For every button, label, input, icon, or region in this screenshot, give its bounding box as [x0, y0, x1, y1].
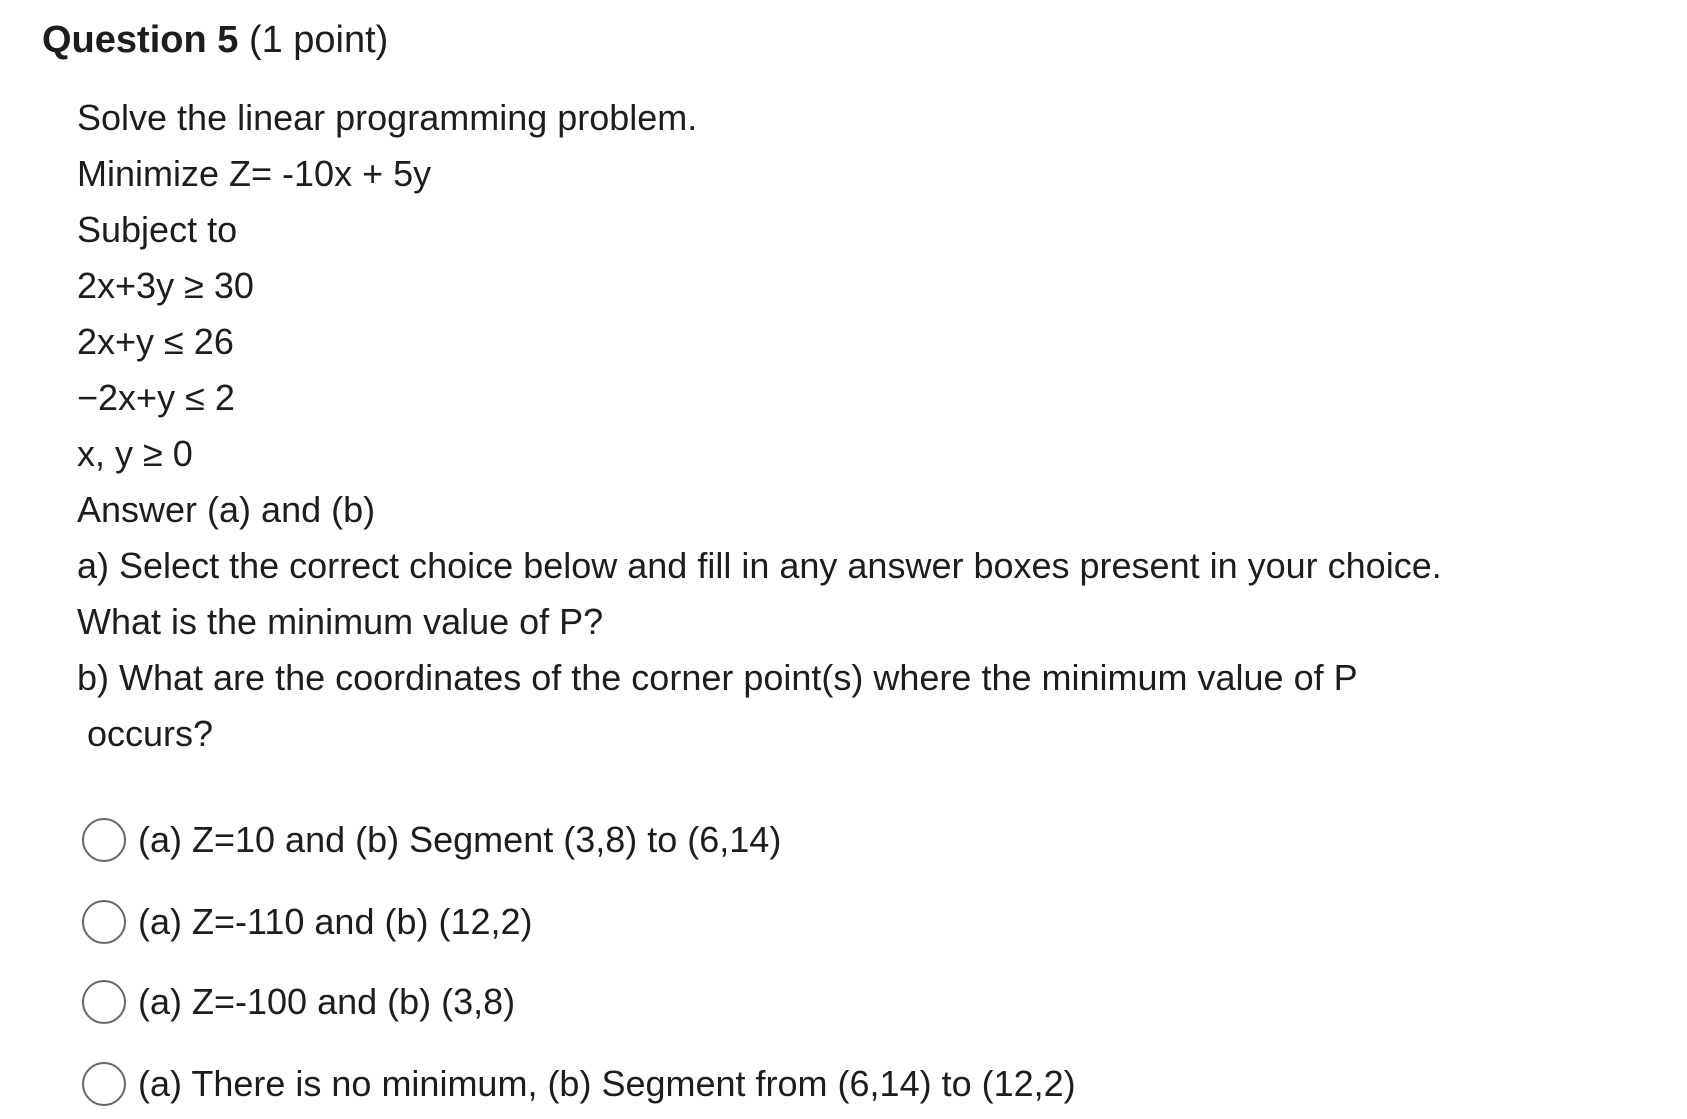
- answer-choice-2[interactable]: [82, 894, 533, 950]
- part-a-instruction: a) Select the correct choice below and fill in any answer boxes present in your choice.: [77, 545, 1442, 586]
- objective-function: Minimize Z= -10x + 5y: [77, 153, 432, 194]
- nonnegativity-constraint: x, y ≥ 0: [77, 433, 193, 474]
- constraint-3: −2x+y ≤ 2: [77, 377, 235, 418]
- problem-instruction: Solve the linear programming problem.: [77, 97, 698, 138]
- question-header: [42, 14, 388, 66]
- choice-label: (a) Z=-110 and (b) (12,2): [138, 901, 533, 942]
- question-body: [77, 90, 1442, 762]
- choice-label: (a) Z=-100 and (b) (3,8): [138, 981, 516, 1022]
- radio-button[interactable]: [82, 818, 126, 862]
- answer-choice-4[interactable]: [82, 1056, 1076, 1112]
- part-b-question: b) What are the coordinates of the corner point(s) where the minimum value of P: [77, 657, 1358, 698]
- radio-button[interactable]: [82, 980, 126, 1024]
- radio-button[interactable]: [82, 900, 126, 944]
- constraints-heading: Subject to: [77, 209, 238, 250]
- constraint-1: 2x+3y ≥ 30: [77, 265, 254, 306]
- part-a-question: What is the minimum value of P?: [77, 601, 604, 642]
- choice-label: (a) There is no minimum, (b) Segment from (6,14) to (12,2): [138, 1063, 1076, 1104]
- part-b-question-continued: occurs?: [87, 713, 214, 754]
- question-points: (1 point): [248, 19, 389, 61]
- answer-instruction: Answer (a) and (b): [77, 489, 376, 530]
- answer-choice-1[interactable]: [82, 812, 781, 868]
- radio-button[interactable]: [82, 1062, 126, 1106]
- answer-choice-3[interactable]: [82, 974, 515, 1030]
- constraint-2: 2x+y ≤ 26: [77, 321, 234, 362]
- choice-label: (a) Z=10 and (b) Segment (3,8) to (6,14): [138, 819, 782, 860]
- question-title: Question 5: [42, 19, 239, 61]
